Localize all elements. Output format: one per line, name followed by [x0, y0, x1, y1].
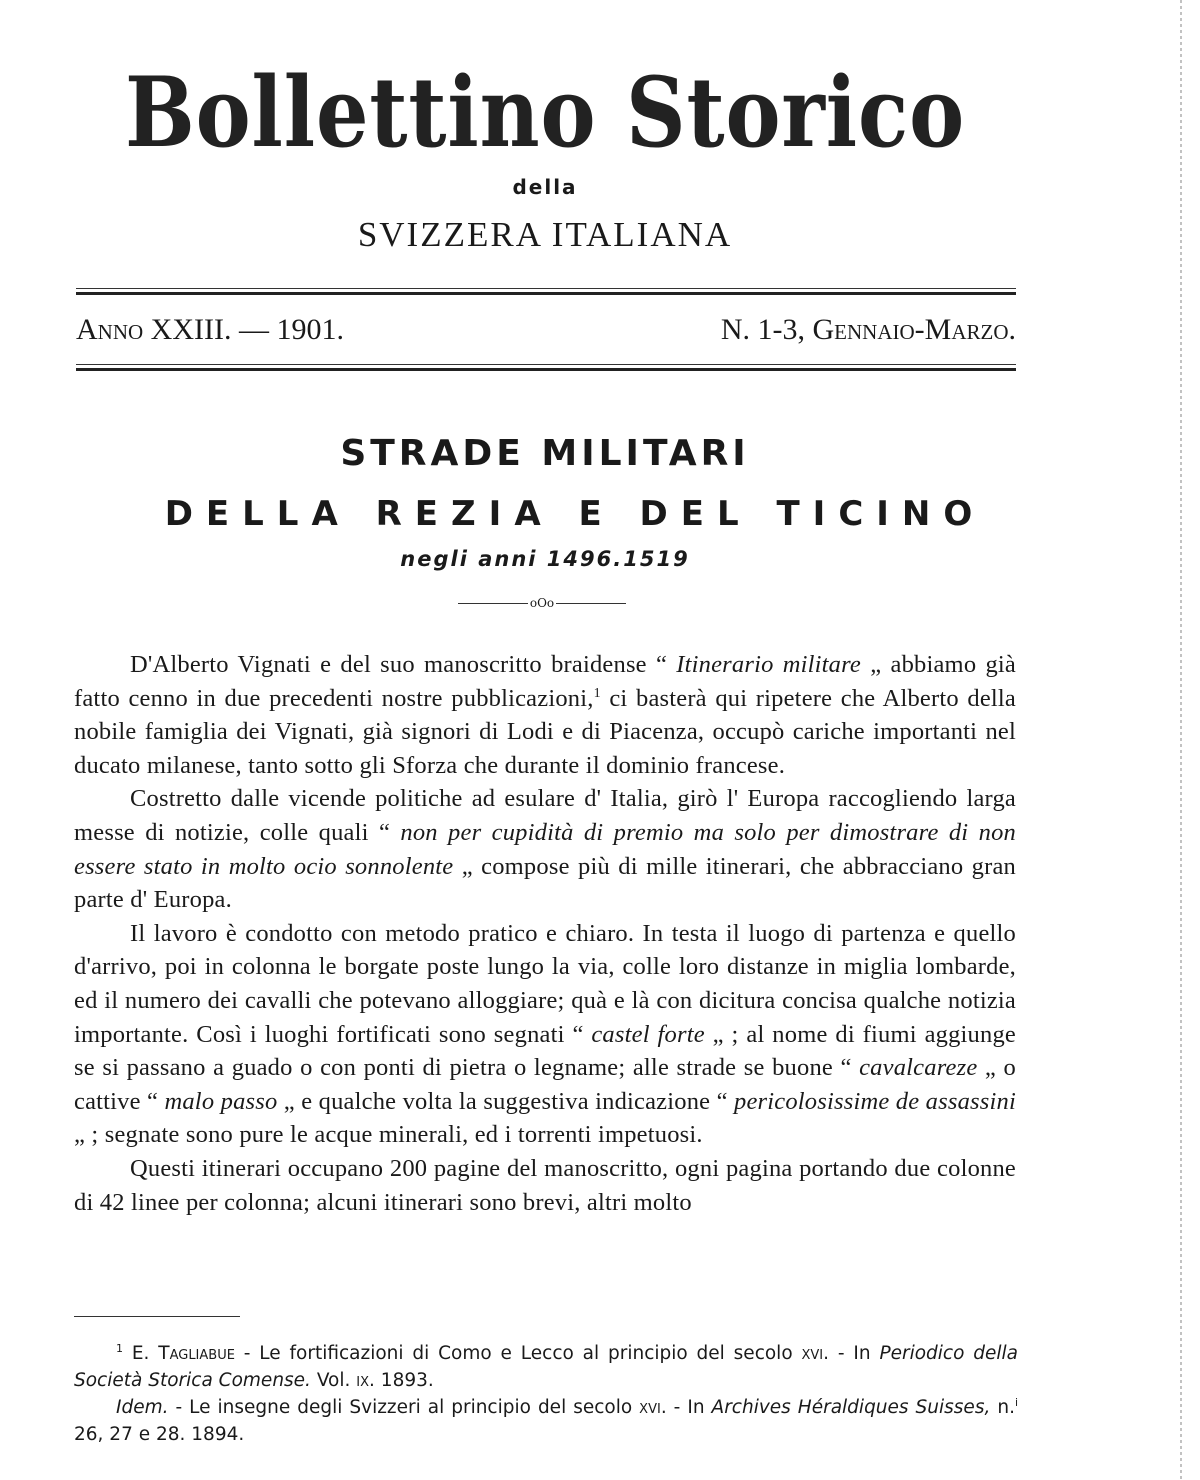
footnote-rule	[74, 1316, 240, 1317]
header-rule-top-thin	[76, 288, 1016, 289]
article-body	[74, 648, 1016, 1219]
article-title-line2: DELLA REZIA E DEL TICINO	[164, 494, 986, 534]
paragraph-2: Costretto dalle vicende politiche ad esulare d' Italia, girò l' Europa raccogliendo larga messe di notizie, colle quali “ non per cupidità di premio ma solo per dimostrare di non essere stato in molto ocio sonnolente „ compose più di mille itinerari, che abbracciano gran parte d' Europa.	[74, 785, 1017, 914]
footnote-2: Idem. - Le insegne degli Svizzeri al principio del secolo xvi. - In Archives Héraldiques Suisses, n.$^i$ 26, 27 e 28. 1894.	[74, 1395, 1019, 1445]
page-edge-binding	[1180, 0, 1182, 1480]
issue-number: N. 1-3, Gennaio-Marzo.	[720, 313, 1016, 346]
title-divider	[458, 595, 626, 611]
issue-line	[76, 312, 1016, 348]
journal-subtitle: SVIZZERA ITALIANA	[357, 215, 733, 254]
paragraph-1: D'Alberto Vignati e del suo manoscritto braidense “ Itinerario militare „ abbiamo già fatto cenno in due precedenti nostre pubblicazioni,$^1$ ci basterà qui ripetere che Alberto della nobile famiglia dei Vignati, già signori di Lodi e di Piacenza, occupò cariche importanti nel ducato milanese, tanto sotto gli Sforza che durante il dominio francese.	[74, 651, 1017, 779]
header-rule-top-thick	[76, 292, 1016, 295]
footnote-1: $^1$ E. Tagliabue - Le fortificazioni di Como e Lecco al principio del secolo xvi. - In Periodico della Società Storica Comense. Vol. ix. 1893.	[74, 1341, 1019, 1391]
article-title-line1: STRADE MILITARI	[340, 433, 750, 474]
header-rule-bottom-thick	[76, 368, 1016, 371]
header-rule-bottom-thin	[76, 364, 1016, 365]
footnote-number: 1	[116, 1341, 123, 1355]
paragraph-3: Il lavoro è condotto con metodo pratico e chiaro. In testa il luogo di partenza e quello d'arrivo, poi in colonna le borgate poste lungo la via, colle loro distanze in miglia lombarde, ed il numero dei cavalli che potevano alloggiare; quà e là con dicitura concisa qualche notizia importante. Così i luoghi fortificati sono segnati “ castel forte „ ; al nome di fiumi aggiunge se si passano a guado o con ponti di pietra o legname; alle strade se buone “ cavalcareze „ o cattive “ malo passo „ e qualche volta la suggestiva indicazione “ pericolosissime de assassini „ ; segnate sono pure le acque minerali, ed i torrenti impetuosi.	[74, 919, 1016, 1149]
journal-title-della: della	[512, 175, 578, 199]
footnotes	[74, 1340, 1018, 1448]
article-title-line3: negli anni 1496.1519	[400, 547, 690, 571]
journal-title: Bollettino Storico	[124, 56, 966, 169]
paragraph-4: Questi itinerari occupano 200 pagine del manoscritto, ogni pagina portando due colonne di 42 linee per colonna; alcuni itinerari sono brevi, altri molto	[74, 1154, 1016, 1216]
divider-ornament: oOo	[529, 596, 555, 610]
footnote-author: E. Tagliabue	[131, 1343, 235, 1364]
footnote-ref-1[interactable]: 1	[593, 685, 601, 701]
issue-year: Anno XXIII. — 1901.	[76, 313, 344, 346]
